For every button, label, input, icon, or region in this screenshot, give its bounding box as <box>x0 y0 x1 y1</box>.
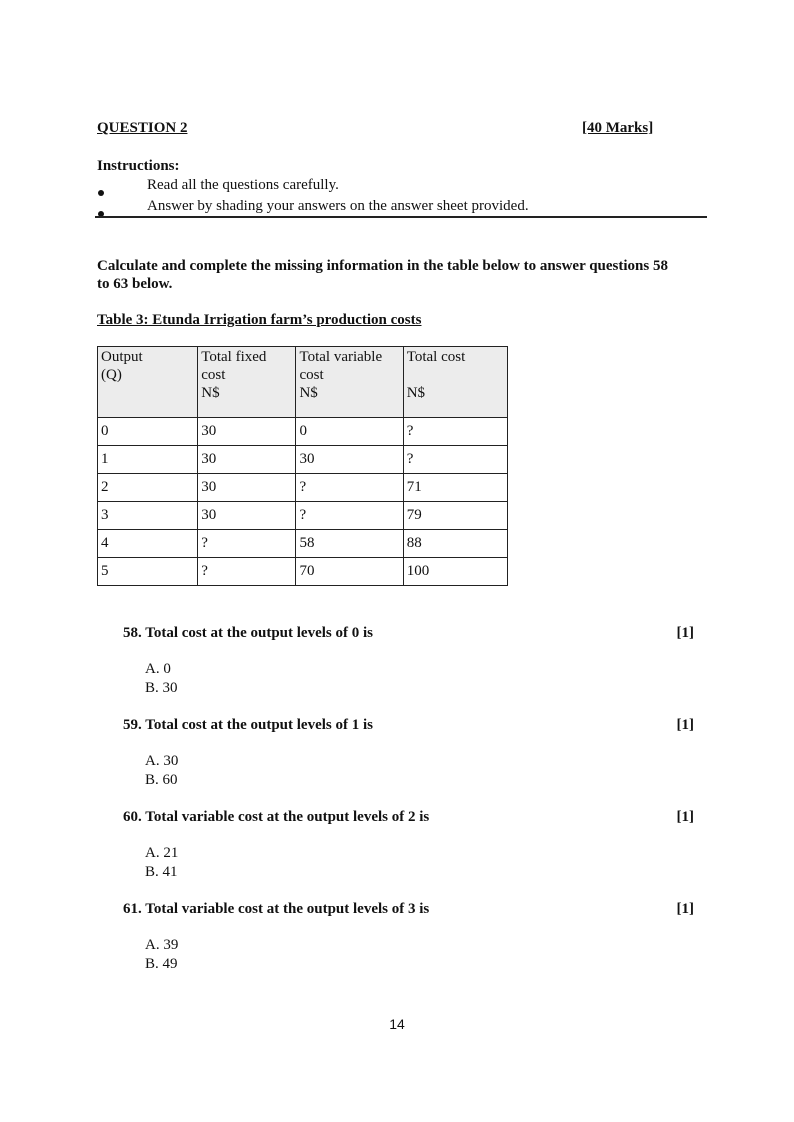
question-61-mark: [1] <box>676 901 694 917</box>
question-60-text: 60. Total variable cost at the output levels of 2 is <box>123 809 430 825</box>
cell-total-fixed-cost: 30 <box>198 502 296 530</box>
cell-total-variable-cost: ? <box>296 474 403 502</box>
cell-total-fixed-cost: ? <box>198 558 296 586</box>
intro-line: Calculate and complete the missing information in the table below to answer questions 58 <box>97 258 668 274</box>
cell-output: 0 <box>98 418 198 446</box>
cell-total-fixed-cost: 30 <box>198 474 296 502</box>
question-60-option-b: B. 41 <box>145 864 178 880</box>
question-59-mark: [1] <box>676 717 694 733</box>
table-row <box>98 418 508 446</box>
bullet-icon <box>98 184 104 201</box>
cell-output: 4 <box>98 530 198 558</box>
cell-total-variable-cost: 58 <box>296 530 403 558</box>
table-row <box>98 502 508 530</box>
table-header-row <box>98 347 508 418</box>
instruction-item: Read all the questions carefully. <box>147 177 339 193</box>
header-total-fixed-cost: Total fixed cost N$ <box>198 347 296 418</box>
cell-total-variable-cost: 70 <box>296 558 403 586</box>
bullet-icon <box>98 205 104 222</box>
marks-total: [40 Marks] <box>582 120 654 136</box>
table-row <box>98 530 508 558</box>
table-row <box>98 474 508 502</box>
header-output: Output (Q) <box>98 347 198 418</box>
cell-output: 2 <box>98 474 198 502</box>
instructions-heading: Instructions: <box>97 158 180 174</box>
header-total-cost: Total cost N$ <box>403 347 507 418</box>
question-title: QUESTION 2 <box>97 120 188 136</box>
cell-total-variable-cost: 30 <box>296 446 403 474</box>
instruction-item: Answer by shading your answers on the answer sheet provided. <box>147 198 529 214</box>
question-61-option-a: A. 39 <box>145 937 179 953</box>
cell-total-cost: ? <box>403 446 507 474</box>
cell-total-cost: 79 <box>403 502 507 530</box>
page-number: 14 <box>389 1016 405 1032</box>
table-caption: Table 3: Etunda Irrigation farm’s production costs <box>97 312 422 328</box>
question-59-option-a: A. 30 <box>145 753 179 769</box>
question-60-mark: [1] <box>676 809 694 825</box>
question-61-option-b: B. 49 <box>145 956 178 972</box>
header-total-variable-cost: Total variable cost N$ <box>296 347 403 418</box>
section-divider <box>95 216 707 218</box>
intro-line: to 63 below. <box>97 276 173 292</box>
question-58-option-a: A. 0 <box>145 661 171 677</box>
table-row <box>98 558 508 586</box>
cell-total-cost: 88 <box>403 530 507 558</box>
cell-output: 3 <box>98 502 198 530</box>
cell-total-cost: 71 <box>403 474 507 502</box>
question-58-mark: [1] <box>676 625 694 641</box>
cell-total-cost: 100 <box>403 558 507 586</box>
question-61-text: 61. Total variable cost at the output levels of 3 is <box>123 901 430 917</box>
question-59-option-b: B. 60 <box>145 772 178 788</box>
cell-total-fixed-cost: 30 <box>198 418 296 446</box>
question-58-text: 58. Total cost at the output levels of 0 is <box>123 625 374 641</box>
cell-total-fixed-cost: 30 <box>198 446 296 474</box>
cell-total-variable-cost: ? <box>296 502 403 530</box>
cell-total-cost: ? <box>403 418 507 446</box>
question-60-option-a: A. 21 <box>145 845 179 861</box>
cell-total-variable-cost: 0 <box>296 418 403 446</box>
header-total-fixed-label: Total fixed <box>201 349 267 365</box>
question-59-text: 59. Total cost at the output levels of 1 is <box>123 717 374 733</box>
cell-output: 5 <box>98 558 198 586</box>
cell-total-fixed-cost: ? <box>198 530 296 558</box>
table-row <box>98 446 508 474</box>
question-58-option-b: B. 30 <box>145 680 178 696</box>
cell-output: 1 <box>98 446 198 474</box>
production-costs-table <box>97 346 508 586</box>
